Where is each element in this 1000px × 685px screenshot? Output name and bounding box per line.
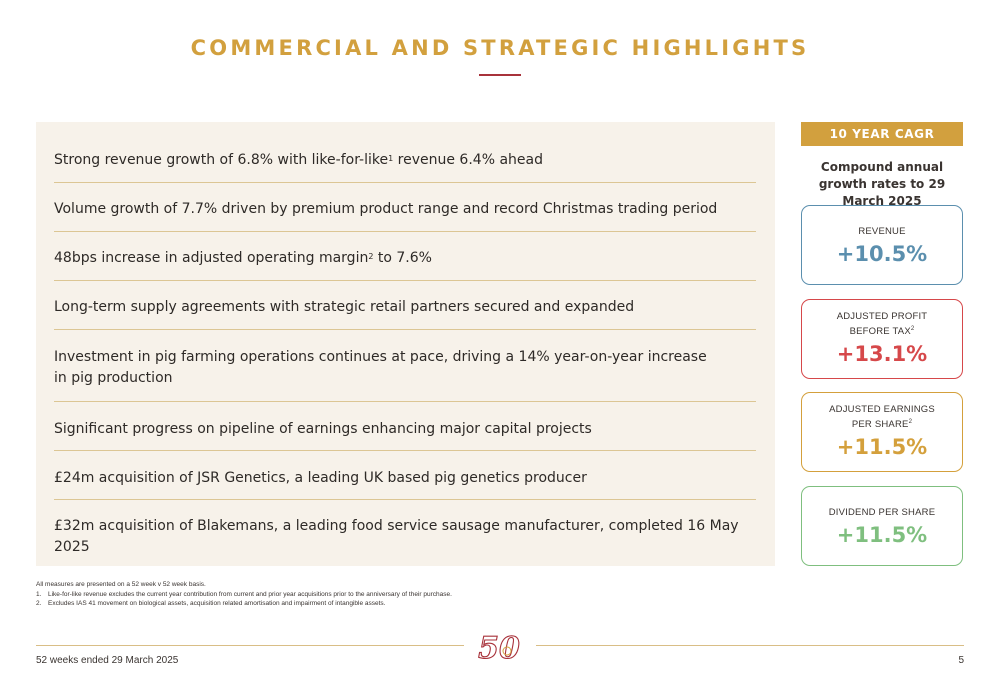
divider: [54, 280, 756, 281]
cagr-subheading: Compound annual growth rates to 29 March 2025: [818, 160, 946, 208]
footnote: 1. Like-for-like revenue excludes the current year contribution from current and prior year acquisitions prior to the anniversary of their purchase.: [36, 590, 452, 598]
divider: [54, 329, 756, 330]
metric-label: ADJUSTED EARNINGS PER SHARE$^2$: [829, 404, 935, 431]
metric-value: +10.5%: [836, 241, 928, 266]
footer-period: 52 weeks ended 29 March 2025: [36, 655, 179, 666]
highlight-item: Investment in pig farming operations continues at pace, driving a 14% year-on-year increase in pig production: [54, 349, 707, 386]
footer-rule-right: [536, 645, 964, 646]
anniversary-logo: [476, 624, 522, 666]
page-number: 5: [958, 655, 964, 666]
metric-card-adjusted-profit: [801, 299, 963, 379]
highlight-item: Long-term supply agreements with strategic retail partners secured and expanded: [54, 299, 635, 315]
metric-value: +11.5%: [836, 522, 928, 547]
footnotes: [36, 580, 452, 609]
page-title: COMMERCIAL AND STRATEGIC HIGHLIGHTS: [190, 36, 810, 60]
metric-card-revenue: [801, 205, 963, 285]
divider: [54, 182, 756, 183]
divider: [54, 231, 756, 232]
metric-card-dividend: [801, 486, 963, 566]
title-divider: [479, 74, 521, 76]
metric-label: REVENUE: [858, 226, 906, 238]
divider: [54, 450, 756, 451]
footnote: 2. Excludes IAS 41 movement on biological assets, acquisition related amortisation and impairment of intangible assets.: [36, 600, 386, 607]
highlight-item: £32m acquisition of Blakemans, a leading food service sausage manufacturer, completed 16 May 2025: [54, 518, 739, 555]
footnote-intro: All measures are presented on a 52 week v 52 week basis.: [36, 581, 206, 588]
highlight-item: Significant progress on pipeline of earnings enhancing major capital projects: [54, 421, 592, 437]
highlights-panel: [36, 122, 775, 566]
metric-label: DIVIDEND PER SHARE: [828, 507, 936, 519]
metric-value: +11.5%: [836, 434, 928, 459]
cagr-heading: 10 YEAR CAGR: [801, 122, 963, 146]
logo-text: 50: [478, 631, 520, 666]
divider: [54, 499, 756, 500]
divider: [54, 401, 756, 402]
metric-value: +13.1%: [836, 341, 928, 366]
highlight-item: £24m acquisition of JSR Genetics, a leading UK based pig genetics producer: [54, 470, 587, 486]
footer-rule-left: [36, 645, 464, 646]
highlight-item: Volume growth of 7.7% driven by premium product range and record Christmas trading period: [54, 201, 718, 217]
highlight-item: 48bps increase in adjusted operating margin$^2$ to 7.6%: [54, 250, 432, 266]
metric-card-adjusted-eps: [801, 392, 963, 472]
metric-label: ADJUSTED PROFIT BEFORE TAX$^2$: [836, 311, 928, 338]
highlight-item: Strong revenue growth of 6.8% with like-for-like$^1$ revenue 6.4% ahead: [54, 152, 543, 168]
